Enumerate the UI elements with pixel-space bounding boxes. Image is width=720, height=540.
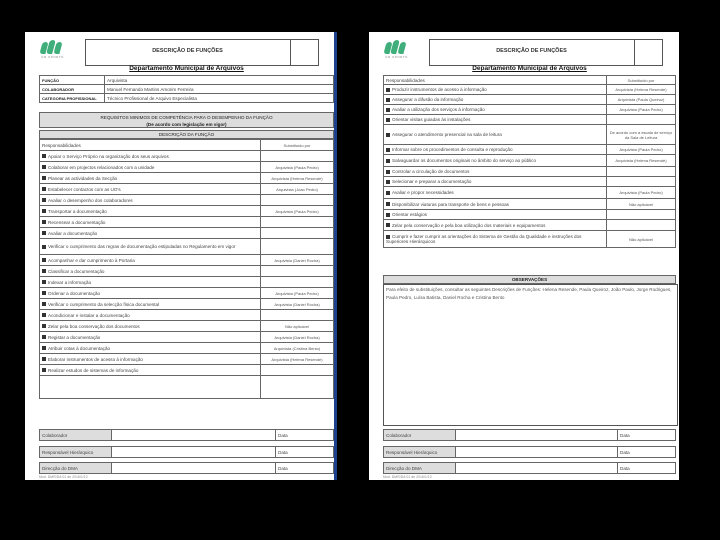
signature-director[interactable]: Direcção do DMA Data xyxy=(383,462,676,474)
checkbox-icon xyxy=(42,269,46,273)
checkbox-icon xyxy=(42,291,46,295)
table-row: Ordenar a documentação Arquivista (Paula Pedro) xyxy=(40,288,334,299)
checkbox-icon xyxy=(42,357,46,361)
page-right xyxy=(369,32,679,480)
requirements-bar: REQUISITOS MINIMOS DE COMPETÊNCIA PARA O DESEMPENHO DA FUNÇÃO (De acordo com legislação em vigor) xyxy=(39,112,334,128)
table-row: Orientar visitas guiadas às instalações xyxy=(384,115,676,125)
table-row: Registar a documentação Arquivista (Daniel Rocha) xyxy=(40,332,334,343)
signature-collaborator[interactable]: Colaborador Data xyxy=(39,429,334,441)
observations-bar: OBSERVAÇÕES xyxy=(383,275,676,284)
table-row: Apoiar o Serviço Próprio na organização dos seus arquivos xyxy=(40,151,334,162)
table-row: Disponibilizar viaturas para transporte de bens e pessoas Não aplicável xyxy=(384,199,676,210)
table-row: Selecionar e preparar a documentação xyxy=(384,177,676,187)
table-row: Verificar o cumprimento das regras de documentação estipuladas no Regulamento em vigor xyxy=(40,239,334,255)
department-title: Departamento Municipal de Arquivos xyxy=(472,65,587,72)
checkbox-icon xyxy=(386,118,390,122)
table-row: Avaliar o desempenho dos colaboradores xyxy=(40,195,334,206)
observations-text: Para efeito de substituições, consultar as seguintes Descrições de Funções: Helena Resende, Paula Queiroz, João Paulo, Jorge Rodrigues, Paula Pedro, Luísa Batista, Daniel Rocha e Cristina Bento xyxy=(386,287,672,300)
table-row: Controlar a circulação de documentos xyxy=(384,167,676,177)
header-code-box xyxy=(290,39,319,66)
checkbox-icon xyxy=(42,245,46,249)
checkbox-icon xyxy=(42,335,46,339)
checkbox-icon xyxy=(386,108,390,112)
table-row: Transportar a documentação Arquivista (Paula Pedro) xyxy=(40,206,334,217)
table-row: Realizar estudos de sistemas de informação xyxy=(40,365,334,376)
table-row: Assegurar a difusão da informação Arquivista (Paula Queiroz) xyxy=(384,95,676,105)
checkbox-icon xyxy=(42,346,46,350)
checkbox-icon xyxy=(42,280,46,284)
footer-text: Mod. DMR/DA 01 de 2016/1/12 xyxy=(383,475,432,479)
table-row: Informar sobre os procedimentos de consulta e reprodução Arquivista (Paula Pedro) xyxy=(384,145,676,155)
doc-title: DESCRIÇÃO DE FUNÇÕES xyxy=(152,48,223,54)
checkbox-icon xyxy=(42,187,46,191)
checkbox-icon xyxy=(42,220,46,224)
table-row: Indexar a informação xyxy=(40,277,334,288)
table-row: Estabelecer contactos com as UO's Arquivista (Joao Pedro) xyxy=(40,184,334,195)
signature-supervisor[interactable]: Responsável Hierárquico Data xyxy=(39,446,334,458)
logo-icon: CM OPORTO xyxy=(383,39,413,59)
checkbox-icon xyxy=(386,223,390,227)
checkbox-icon xyxy=(386,191,390,195)
checkbox-icon xyxy=(42,209,46,213)
checkbox-icon xyxy=(386,159,390,163)
table-row: Avaliar a documentação xyxy=(40,228,334,239)
checkbox-icon xyxy=(386,133,390,137)
checkbox-icon xyxy=(42,258,46,262)
checkbox-icon xyxy=(386,202,390,206)
checkbox-icon xyxy=(42,165,46,169)
table-row: Zelar pela conservação e pela boa utilização dos materiais e equipamentos xyxy=(384,220,676,231)
table-row: Assegurar o atendimento presencial na sala de leitura De acordo com a escala de serviço da Sala de Leitura xyxy=(384,125,676,145)
table-row: Planear as actividades da Secção Arquivista (Helena Resende) xyxy=(40,173,334,184)
checkbox-icon xyxy=(386,148,390,152)
info-value: Manuel Fernando Martins Amorim Ferreira xyxy=(105,85,334,94)
table-row: Avaliar a utilização dos serviços à informação Arquivista (Paula Pedro) xyxy=(384,105,676,115)
table-row: Acondicionar e instalar a documentação xyxy=(40,310,334,321)
checkbox-icon xyxy=(386,180,390,184)
signature-collaborator[interactable]: Colaborador Data xyxy=(383,429,676,441)
table-row: Elaborar instrumentos de acesso à informação Arquivista (Helena Resende) xyxy=(40,354,334,365)
logo-icon: CM OPORTO xyxy=(39,39,69,59)
description-bar: DESCRIÇÃO DA FUNÇÃO xyxy=(39,130,334,139)
checkbox-icon xyxy=(42,176,46,180)
footer-text: Mod. DMR/DA 01 de 2016/1/12 xyxy=(39,475,88,479)
table-row: Orientar estágios xyxy=(384,210,676,220)
responsibilities-table: Responsabilidades Substituído por Produzir instrumentos de acesso à informação Arquivista (Helena Resende) Assegurar a difusão da informação Arquivista (Paula Queiroz) Avaliar a utilização dos serviços à informação Arquivista (Paula Pedro) Orientar visitas guiadas às instalações Assegurar o atendimento presencial na sala de leitura De acordo com a escala de serviço da Sala de Leitura Informar sobre os procedimentos de consulta e reprodução Arquivista (Paula Pedro) Salvaguardar os documentos originais no âmbito do serviço ao público Arquivista (Helena Resende) Controlar a circulação de documentos Selecionar e preparar a documentação Avaliar e propor necessidades Arquivista (Paula Pedro) Disponibilizar viaturas para transporte de bens e pessoas Não aplicável Orientar estágios Zelar pela conservação e pela boa utilização dos materiais e equipamentos Cumprir e fazer cumprir as orientações do Sistema de Gestão da Qualidade e instruções dos Superiores Hierárquicos Não aplicável xyxy=(383,75,676,248)
table-row: Produzir instrumentos de acesso à informação Arquivista (Helena Resende) xyxy=(384,85,676,95)
table-row: Verificar o cumprimento da selecção física documental Arquivista (Daniel Rocha) xyxy=(40,299,334,310)
table-row: Avaliar e propor necessidades Arquivista (Paula Pedro) xyxy=(384,187,676,199)
checkbox-icon xyxy=(386,88,390,92)
signature-supervisor[interactable]: Responsável Hierárquico Data xyxy=(383,446,676,458)
page-left xyxy=(25,32,337,480)
doc-title: DESCRIÇÃO DE FUNÇÕES xyxy=(496,48,567,54)
observations-box xyxy=(383,284,678,426)
info-value: Técnico Profissional de Arquivo Especialista xyxy=(105,94,334,103)
checkbox-icon xyxy=(42,154,46,158)
checkbox-icon xyxy=(42,324,46,328)
info-value: Arquivista xyxy=(105,76,334,85)
checkbox-icon xyxy=(42,302,46,306)
info-table: FUNÇÃO Arquivista COLABORADOR Manuel Fernando Martins Amorim Ferreira CATEGORIA PROFISSIONAL Técnico Profissional de Arquivo Especialista xyxy=(39,75,334,103)
table-row: Salvaguardar os documentos originais no âmbito do serviço ao público Arquivista (Helena Resende) xyxy=(384,155,676,167)
checkbox-icon xyxy=(42,231,46,235)
checkbox-icon xyxy=(386,98,390,102)
table-row: Atribuir cotas à documentação Arquivista (Cristina Bento) xyxy=(40,343,334,354)
responsibilities-table: Responsabilidades Substituído por Apoiar o Serviço Próprio na organização dos seus arquivos Colaborar em projectos relacionados com a unidade Arquivista (Paula Pedro) Planear as actividades da Secção Arquivista (Helena Resende) Estabelecer contactos com as UO's Arquivista (Joao Pedro) Avaliar o desempenho dos colaboradores Transportar a documentação Arquivista (Paula Pedro) Recensear a documentação Avaliar a documentação Verificar o cumprimento das regras de documentação estipuladas no Regulamento em vigor Acompanhar e dar cumprimento à Portaria Arquivista (Daniel Rocha) Classificar a documentação Indexar a informação Ordenar a documentação Arquivista (Paula Pedro) Verificar o cumprimento da selecção física documental Arquivista (Daniel Rocha) Acondicionar e instalar a documentação Zelar pela boa conservação dos documentos Não aplicável Registar a documentação Arquivista (Daniel Rocha) Atribuir cotas à documentação Arquivista (Cristina Bento) Elaborar instrumentos de acesso à informação Arquivista (Helena Resende) Realizar estudos de sistemas de informação xyxy=(39,139,334,399)
table-row: Acompanhar e dar cumprimento à Portaria Arquivista (Daniel Rocha) xyxy=(40,255,334,266)
table-row: Classificar a documentação xyxy=(40,266,334,277)
signature-director[interactable]: Direcção do DMA Data xyxy=(39,462,334,474)
department-title: Departamento Municipal de Arquivos xyxy=(129,65,244,72)
table-row: Cumprir e fazer cumprir as orientações do Sistema de Gestão da Qualidade e instruções dos Superiores Hierárquicos Não aplicável xyxy=(384,231,676,248)
checkbox-icon xyxy=(42,313,46,317)
table-row: Recensear a documentação xyxy=(40,217,334,228)
table-row: Colaborar em projectos relacionados com a unidade Arquivista (Paula Pedro) xyxy=(40,162,334,173)
checkbox-icon xyxy=(386,213,390,217)
table-row: Zelar pela boa conservação dos documentos Não aplicável xyxy=(40,321,334,332)
checkbox-icon xyxy=(386,170,390,174)
header-code-box xyxy=(634,39,663,66)
checkbox-icon xyxy=(42,198,46,202)
checkbox-icon xyxy=(42,368,46,372)
